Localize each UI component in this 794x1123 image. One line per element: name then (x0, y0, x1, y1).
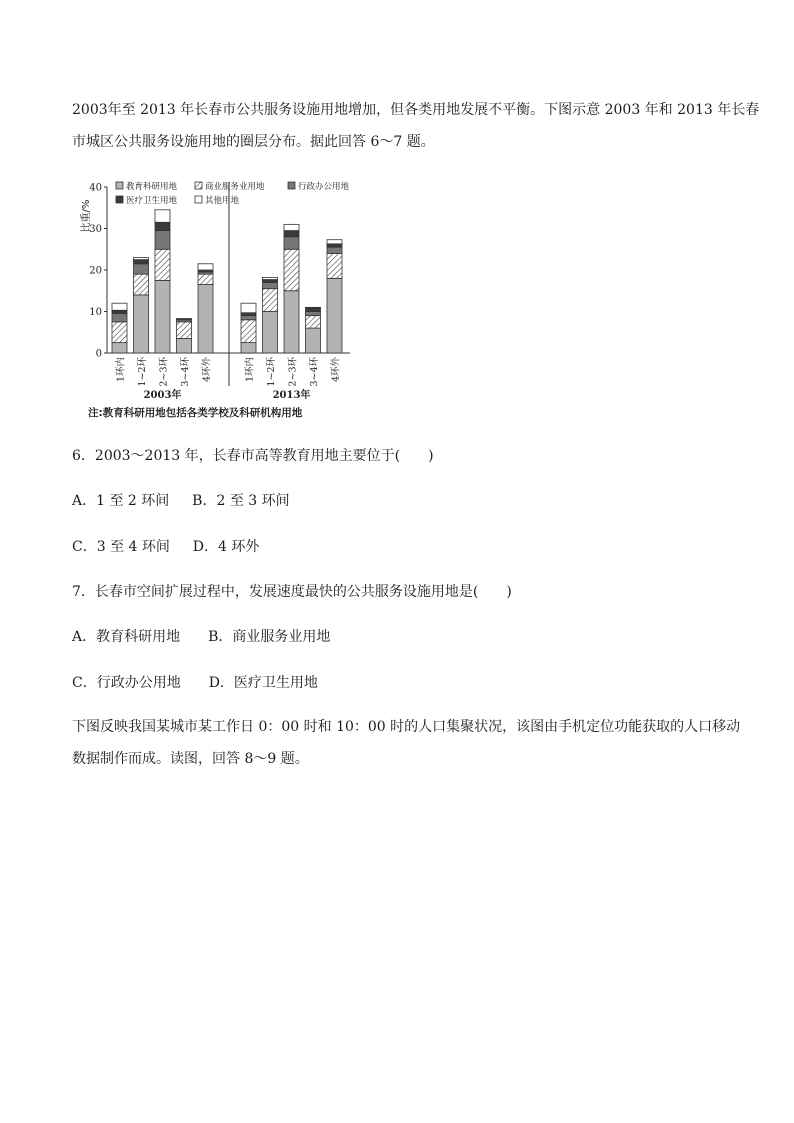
y-tick-label: 40 (89, 182, 102, 194)
bar-segment (263, 277, 278, 279)
category-label: 1~2环 (137, 357, 148, 387)
bar-segment (134, 274, 149, 295)
bar-segment (177, 338, 192, 353)
category-label: 1环内 (244, 357, 256, 383)
q6-options-cd: C．3 至 4 环间 D．4 环外 (72, 539, 260, 555)
legend-label: 教育科研用地 (126, 182, 178, 192)
q7-stem: 7．长春市空间扩展过程中，发展速度最快的公共服务设施用地是( ) (72, 584, 512, 600)
bar-segment (177, 322, 192, 339)
bar-segment (263, 282, 278, 288)
q7-options-cd: C．行政办公用地 D．医疗卫生用地 (72, 675, 318, 691)
intro-2-line-1: 下图反映我国某城市某工作日 0：00 时和 10：00 时的人口集聚状况，该图由手机定位功能获取的人口移动 (72, 719, 741, 735)
bar-segment (134, 258, 149, 260)
bar-segment (263, 312, 278, 354)
legend-swatch (288, 182, 295, 189)
y-tick-label: 0 (95, 348, 102, 360)
q6-stem: 6．2003～2013 年，长春市高等教育用地主要位于( ) (72, 448, 434, 464)
y-tick-label: 30 (89, 224, 102, 235)
bar-segment (306, 328, 321, 353)
legend-label: 其他用地 (205, 196, 240, 206)
bar-segment (284, 291, 299, 353)
bar-segment (327, 247, 342, 253)
bar-segment (241, 313, 256, 316)
bar-segment (284, 237, 299, 249)
bar-segment (327, 244, 342, 247)
group-label: 2003年 (143, 390, 182, 401)
legend-label: 行政办公用地 (298, 182, 350, 192)
bar-segment (327, 253, 342, 278)
bar-segment (241, 320, 256, 343)
bar-segment (327, 240, 342, 244)
q6-options-ab: A．1 至 2 环间 B．2 至 3 环间 (72, 493, 290, 509)
y-tick-label: 20 (89, 265, 102, 277)
legend-label: 商业服务业用地 (205, 182, 265, 192)
y-axis-label: 比重/% (81, 199, 92, 233)
bar-segment (306, 312, 321, 316)
bar-segment (263, 280, 278, 283)
bar-segment (198, 274, 213, 284)
bar-segment (306, 316, 321, 328)
category-label: 2~3环 (158, 357, 170, 387)
bar-segment (112, 303, 127, 310)
intro-2-line-2: 数据制作而成。读图，回答 8～9 题。 (72, 751, 309, 767)
legend-swatch (116, 196, 123, 203)
category-label: 2~3环 (287, 357, 299, 387)
category-label: 1~2环 (266, 357, 277, 387)
group-label: 2013年 (272, 390, 311, 401)
intro-1-line-2: 市城区公共服务设施用地的圈层分布。据此回答 6～7 题。 (72, 134, 435, 150)
bar-segment (112, 314, 127, 322)
category-label: 3~4环 (309, 357, 320, 387)
y-tick-label: 10 (89, 307, 102, 318)
bar-segment (306, 308, 321, 311)
legend-swatch (195, 182, 202, 189)
category-label: 1环内 (115, 357, 127, 383)
chart-note: 注:教育科研用地包括各类学校及科研机构用地 (88, 407, 303, 419)
bar-segment (177, 319, 192, 320)
land-use-chart (80, 178, 380, 423)
bar-segment (284, 249, 299, 291)
bar-segment (155, 222, 170, 230)
bar-segment (198, 264, 213, 270)
category-label: 3~4环 (180, 357, 191, 387)
bar-segment (241, 343, 256, 353)
legend-swatch (116, 182, 123, 189)
bar-segment (327, 278, 342, 353)
bar-segment (284, 224, 299, 230)
chart-svg (80, 178, 380, 423)
bar-segment (284, 231, 299, 237)
chart-axes (80, 182, 350, 386)
bar-segment (112, 343, 127, 353)
bar-segment (134, 264, 149, 274)
bar-segment (134, 295, 149, 353)
bar-segment (134, 260, 149, 264)
legend-label: 医疗卫生用地 (126, 196, 178, 206)
bar-segment (155, 231, 170, 250)
chart-bars (112, 210, 342, 353)
bar-segment (241, 303, 256, 313)
category-label: 4环外 (330, 357, 342, 383)
bar-segment (155, 249, 170, 280)
bar-segment (241, 316, 256, 320)
bar-segment (198, 285, 213, 353)
category-label: 4环外 (201, 357, 213, 383)
q7-options-ab: A．教育科研用地 B．商业服务业用地 (72, 629, 331, 645)
chart-labels (88, 357, 342, 419)
chart-legend (116, 181, 350, 206)
bar-segment (112, 322, 127, 343)
intro-1-line-1: 2003年至 2013 年长春市公共服务设施用地增加，但各类用地发展不平衡。下图示意 2003 年和 2013 年长春 (72, 102, 760, 118)
legend-swatch (195, 196, 202, 203)
bar-segment (112, 310, 127, 313)
bar-segment (155, 210, 170, 222)
bar-segment (155, 280, 170, 353)
bar-segment (263, 289, 278, 312)
bar-segment (306, 307, 321, 308)
